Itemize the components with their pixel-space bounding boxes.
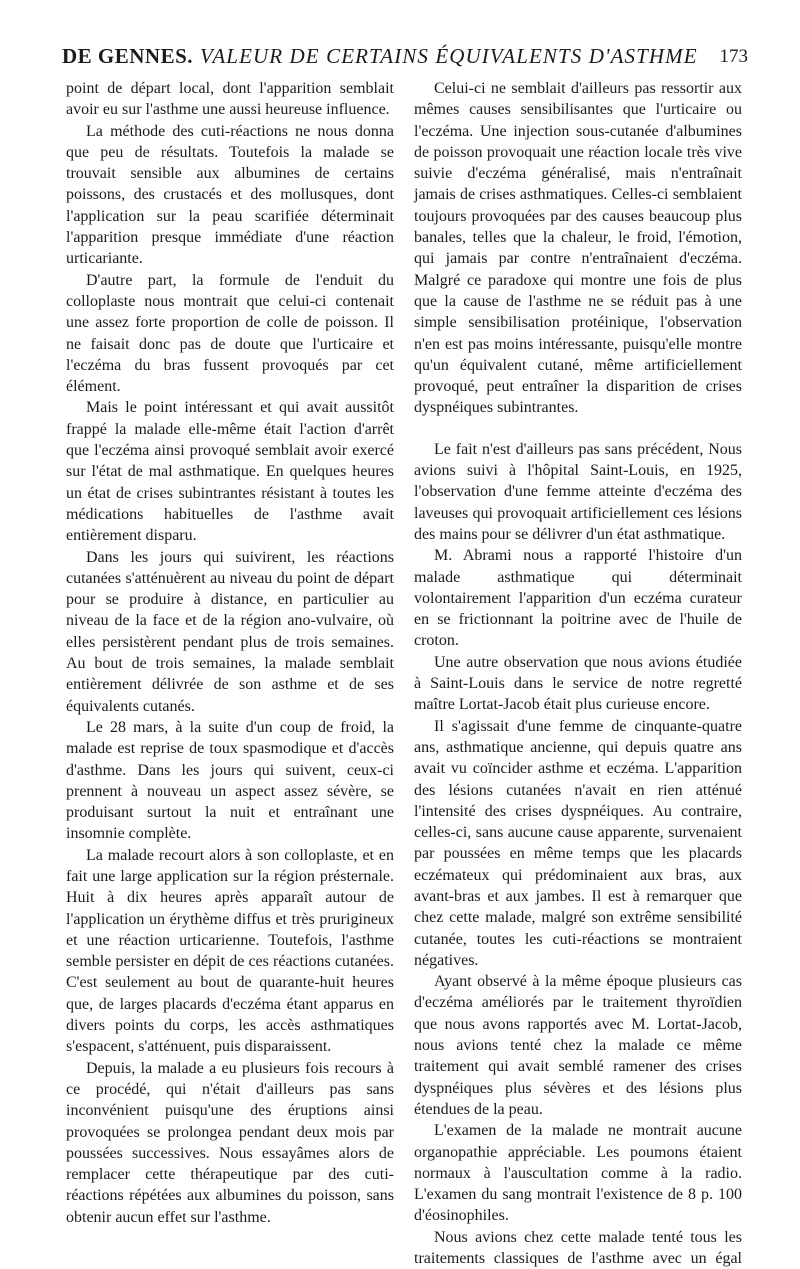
right-column: [414, 78, 742, 1269]
paragraph: M. Abrami nous a rapporté l'histoire d'un malade asthmatique qui déterminait volontairement l'apparition d'un eczéma curateur en se frictionnant la poitrine avec de l'huile de croton.: [414, 547, 742, 650]
paragraph: Celui-ci ne semblait d'ailleurs pas ressortir aux mêmes causes sensibilisantes que l'urticaire ou l'eczéma. Une injection sous-cutanée d'albumines de poisson provoquait une réaction locale très vive suivie d'eczéma généralisé, mais n'entraînait jamais de crises asthmatiques. Celles-ci semblaient toujours provoquées par des causes beaucoup plus banales, telles que la chaleur, le froid, l'émotion, qui jamais par contre n'entraînaient d'eczéma. Malgré ce paradoxe qui montre une fois de plus que la cause de l'asthme ne se réduit pas à une simple sensibilisation protéinique, l'observation n'en est pas moins intéressante, puisqu'elle montre qu'un équivalent cutané, même artificiellement provoqué, peut entraîner la disparition de crises dyspnéiques subintrantes.: [414, 80, 742, 417]
paragraph: Nous avions chez cette malade tenté tous les traitements classiques de l'asthme avec un égal: [414, 1228, 742, 1268]
page-number: 173: [719, 46, 748, 67]
paragraph: Une autre observation que nous avions étudiée à Saint-Louis dans le service de notre regretté maître Lortat-Jacob était plus curieuse encore.: [414, 653, 742, 714]
paragraph-gap: [414, 419, 742, 439]
paragraph: Le 28 mars, à la suite d'un coup de froid, la malade est reprise de toux spasmodique et d'accès d'asthme. Dans les jours qui suivent, ceux-ci prennent à nouveau un aspect assez sévère, se produisant surtout la nuit et entraînant une insomnie complète.: [66, 718, 394, 843]
header-author: DE GENNES.: [62, 44, 194, 68]
paragraph: Ayant observé à la même époque plusieurs cas d'eczéma améliorés par le traitement thyroïdien que nous avons rapportés avec M. Lortat-Jacob, nous avions tenté chez la malade ce même traitement qui avait semblé ramener des crises dyspnéiques plus sévères et des lésions plus étendues de la peau.: [414, 973, 742, 1118]
paragraph: L'examen de la malade ne montrait aucune organopathie appréciable. Les poumons étaient normaux à l'auscultation comme à la radio. L'examen du sang montrait l'existence de 8 p. 100 d'éosinophiles.: [414, 1122, 742, 1225]
paragraph: La malade recourt alors à son colloplaste, et en fait une large application sur la région présternale. Huit à dix heures après apparaît autour de l'application un érythème diffus et très prurigineux et une réaction urticarienne. Toutefois, l'asthme semble persister en dépit de ces réactions cutanées. C'est seulement au bout de quarante-huit heures que, de larges placards d'eczéma étant apparus en divers points du corps, les accès asthmatiques s'espacent, s'atténuent, puis disparaissent.: [66, 846, 394, 1056]
running-header: [62, 42, 748, 74]
paragraph: Depuis, la malade a eu plusieurs fois recours à ce procédé, qui n'était d'ailleurs pas sans inconvénient puisqu'une des éruptions ainsi provoquées se prolongea pendant deux mois par poussées successives. Nous essayâmes alors de remplacer cette thérapeutique par des cuti-réactions répétées aux albumines du poisson, sans obtenir aucun effet sur l'asthme.: [66, 1059, 394, 1226]
header-title: VALEUR DE CERTAINS ÉQUIVALENTS D'ASTHME: [200, 44, 698, 68]
paragraph: La méthode des cuti-réactions ne nous donna que peu de résultats. Toutefois la malade se trouvait sensible aux albumines de certains poissons, des crustacés et des mollusques, dont l'application sur la peau scarifiée déterminait l'apparition presque immédiate d'une réaction urticariante.: [66, 122, 394, 268]
paragraph: point de départ local, dont l'apparition semblait avoir eu sur l'asthme une aussi heureuse influence.: [66, 80, 394, 119]
paragraph: Le fait n'est d'ailleurs pas sans précédent, Nous avions suivi à l'hôpital Saint-Louis, en 1925, l'observation d'une femme atteinte d'eczéma des laveuses qui provoquait artificiellement ces lésions des mains pour se délivrer d'un état asthmatique.: [414, 440, 742, 543]
paragraph: Dans les jours qui suivirent, les réactions cutanées s'atténuèrent au niveau du point de départ pour se produire à distance, en particulier au niveau de la face et de la région ano-vulvaire, où elles persistèrent pendant plus de trois semaines. Au bout de trois semaines, la malade semblait entièrement délivrée de son asthme et de ses équivalents cutanés.: [66, 548, 394, 715]
left-column: [66, 78, 394, 1228]
paragraph: Il s'agissait d'une femme de cinquante-quatre ans, asthmatique ancienne, qui depuis quatre ans avait vu coïncider asthme et eczéma. L'apparition des lésions cutanées n'avait en rien atténué l'intensité des crises dyspnéiques. Au contraire, celles-ci, sans aucune cause apparente, survenaient par poussées en même temps que les placards eczémateux qui prédominaient aux bras, aux avant-bras et aux jambes. Il est à remarquer que chez cette malade, malgré son extrême sensibilité cutanée, toutes les cuti-réactions se montraient négatives.: [414, 717, 742, 969]
paragraph: Mais le point intéressant et qui avait aussitôt frappé la malade elle-même était l'action d'arrêt que l'eczéma ainsi provoqué semblait avoir exercé sur l'état de mal asthmatique. En quelques heures un état de crises subintrantes résistant à toutes les médications habituelles de l'asthme avait entièrement disparu.: [66, 399, 394, 545]
paragraph: D'autre part, la formule de l'enduit du colloplaste nous montrait que celui-ci contenait une assez forte proportion de colle de poisson. Il ne faisait donc pas de doute que l'urticaire et l'eczéma du bras fussent provoqués par cet élément.: [66, 271, 394, 396]
